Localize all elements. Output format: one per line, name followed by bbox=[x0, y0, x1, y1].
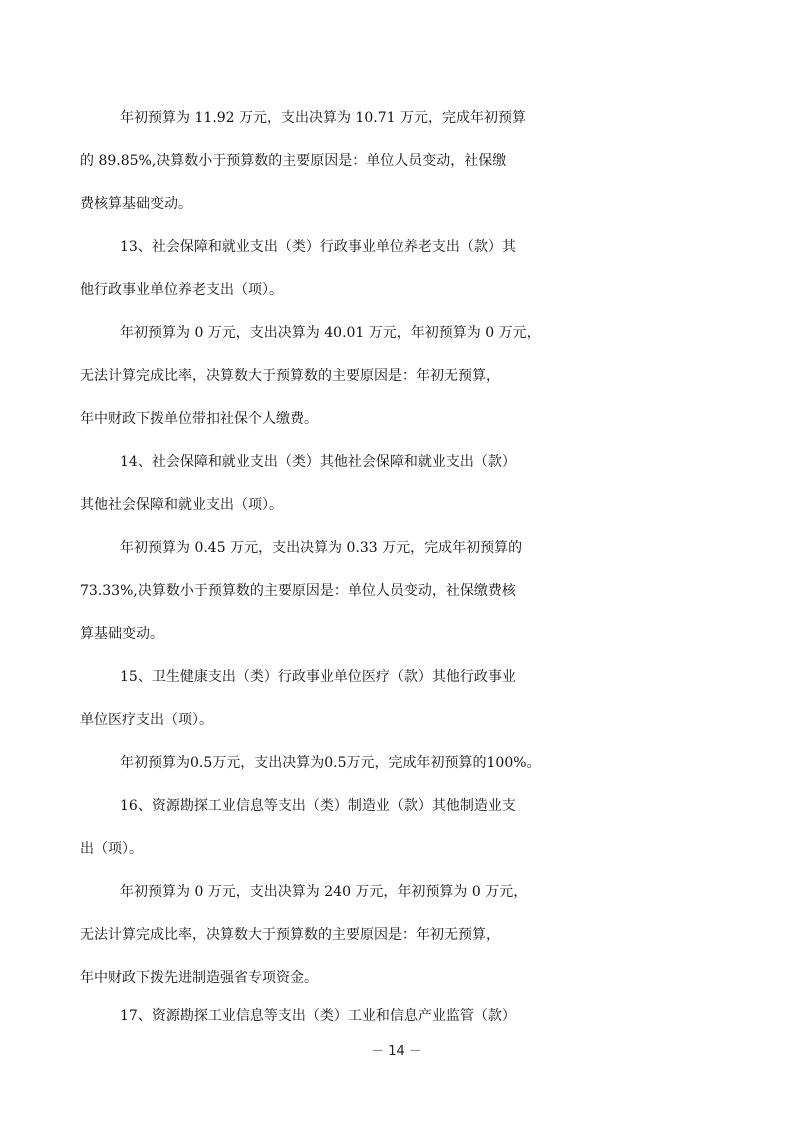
text-line bbox=[0, 920, 793, 950]
line-text: 年初预算为 0.45 万元，支出决算为 0.33 万元，完成年初预算的 bbox=[120, 540, 523, 556]
line-text: 年中财政下拨先进制造强省专项资金。 bbox=[80, 970, 318, 986]
text-line bbox=[0, 748, 793, 778]
line-text: 的 89.85%,决算数小于预算数的主要原因是：单位人员变动，社保缴 bbox=[80, 153, 507, 169]
line-text: 年初预算为 11.92 万元，支出决算为 10.71 万元，完成年初预算 bbox=[120, 110, 526, 126]
section-heading-line bbox=[0, 232, 793, 262]
line-text: 算基础变动。 bbox=[80, 626, 164, 642]
text-line bbox=[0, 533, 793, 563]
line-text: 其他社会保障和就业支出（项）。 bbox=[80, 497, 283, 513]
text-line bbox=[0, 146, 793, 176]
section-heading-line bbox=[0, 791, 793, 821]
text-line bbox=[0, 404, 793, 434]
text-line bbox=[0, 189, 793, 219]
text-line bbox=[0, 619, 793, 649]
line-text: 14、社会保障和就业支出（类）其他社会保障和就业支出（款） bbox=[120, 454, 516, 470]
line-text: 73.33%,决算数小于预算数的主要原因是：单位人员变动，社保缴费核 bbox=[80, 583, 516, 599]
line-text: 年初预算为 0 万元，支出决算为 40.01 万元，年初预算为 0 万元， bbox=[120, 325, 541, 341]
line-text: 费核算基础变动。 bbox=[80, 196, 192, 212]
line-text: 无法计算完成比率，决算数大于预算数的主要原因是：年初无预算， bbox=[80, 368, 500, 384]
section-heading-line bbox=[0, 662, 793, 692]
section-heading-line bbox=[0, 705, 793, 735]
text-line bbox=[0, 576, 793, 606]
line-text: 17、资源勘探工业信息等支出（类）工业和信息产业监管（款） bbox=[120, 1008, 516, 1024]
line-text: 年中财政下拨单位带扣社保个人缴费。 bbox=[80, 411, 318, 427]
line-text: 13、社会保障和就业支出（类）行政事业单位养老支出（款）其 bbox=[120, 239, 516, 255]
line-text: 出（项）。 bbox=[80, 841, 143, 857]
line-text: 无法计算完成比率，决算数大于预算数的主要原因是：年初无预算， bbox=[80, 927, 500, 943]
section-heading-line bbox=[0, 275, 793, 305]
line-text: 年初预算为0.5万元，支出决算为0.5万元，完成年初预算的100%。 bbox=[120, 755, 541, 771]
line-text: 单位医疗支出（项）。 bbox=[80, 712, 213, 728]
line-text: 他行政事业单位养老支出（项）。 bbox=[80, 282, 283, 298]
section-heading-line bbox=[0, 490, 793, 520]
line-text: 15、卫生健康支出（类）行政事业单位医疗（款）其他行政事业 bbox=[120, 669, 516, 685]
text-line bbox=[0, 877, 793, 907]
line-text: 年初预算为 0 万元，支出决算为 240 万元，年初预算为 0 万元， bbox=[120, 884, 528, 900]
page-number: － 14 － bbox=[371, 1044, 422, 1059]
section-heading-line bbox=[0, 834, 793, 864]
text-line bbox=[0, 318, 793, 348]
section-heading-line bbox=[0, 447, 793, 477]
section-heading-line bbox=[0, 1001, 793, 1031]
text-line bbox=[0, 361, 793, 391]
line-text: 16、资源勘探工业信息等支出（类）制造业（款）其他制造业支 bbox=[120, 798, 516, 814]
text-line bbox=[0, 963, 793, 993]
text-line bbox=[0, 103, 793, 133]
